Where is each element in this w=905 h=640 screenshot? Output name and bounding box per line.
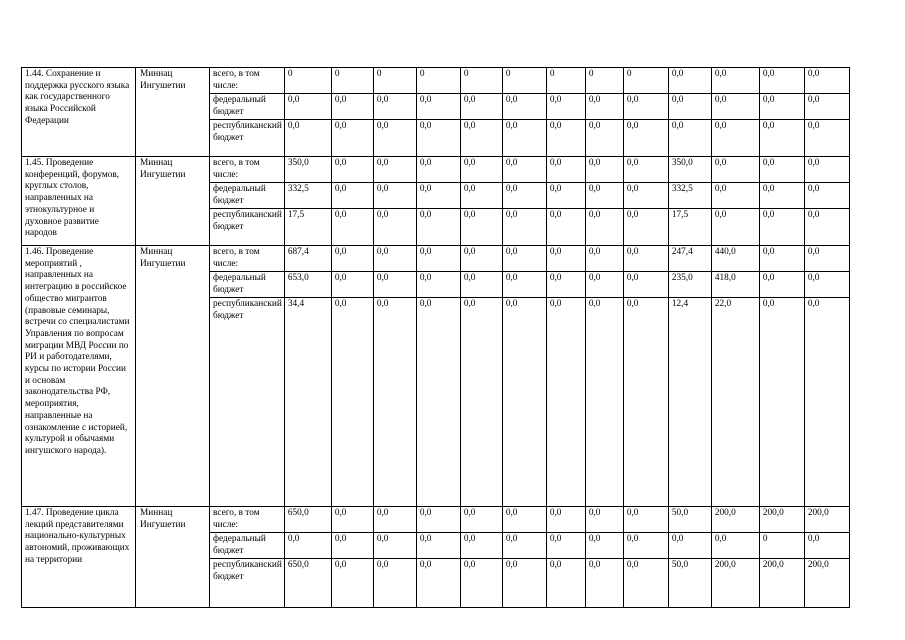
amount-cell: 0,0	[804, 183, 849, 209]
amount-cell: 0,0	[460, 533, 502, 559]
amount-cell: 0,0	[416, 507, 460, 533]
funding-source-label: республиканский бюджет	[210, 298, 285, 507]
amount-cell: 0,0	[623, 209, 668, 246]
amount-cell: 0,0	[502, 209, 546, 246]
amount-cell: 332,5	[668, 183, 711, 209]
amount-cell: 0,0	[759, 272, 804, 298]
amount-cell: 0,0	[546, 209, 585, 246]
amount-cell: 0,0	[460, 157, 502, 183]
amount-cell: 0	[373, 68, 416, 94]
amount-cell: 0,0	[416, 94, 460, 120]
amount-cell: 0,0	[623, 183, 668, 209]
amount-cell: 0,0	[623, 272, 668, 298]
amount-cell: 0,0	[502, 559, 546, 608]
amount-cell: 650,0	[284, 507, 331, 533]
measure-title: 1.45. Проведение конференций, форумов, круглых столов, направленных на этнокультурное и духовное развитие народов	[22, 157, 136, 246]
amount-cell: 0,0	[759, 157, 804, 183]
amount-cell: 0,0	[711, 183, 759, 209]
amount-cell: 0,0	[623, 559, 668, 608]
funding-source-label: всего, в том числе:	[210, 157, 285, 183]
amount-cell: 0,0	[460, 559, 502, 608]
amount-cell: 0,0	[668, 94, 711, 120]
responsible-agency: Миннац Ингушетии	[136, 157, 210, 246]
amount-cell: 0,0	[804, 533, 849, 559]
amount-cell: 0,0	[546, 298, 585, 507]
responsible-agency: Миннац Ингушетии	[136, 507, 210, 608]
funding-source-label: федеральный бюджет	[210, 94, 285, 120]
amount-cell: 0,0	[585, 298, 623, 507]
amount-cell: 0,0	[623, 533, 668, 559]
amount-cell: 200,0	[711, 507, 759, 533]
responsible-agency: Миннац Ингушетии	[136, 68, 210, 157]
amount-cell: 0,0	[546, 246, 585, 272]
amount-cell: 0,0	[804, 94, 849, 120]
funding-source-label: всего, в том числе:	[210, 246, 285, 272]
amount-cell: 50,0	[668, 507, 711, 533]
amount-cell: 0,0	[759, 120, 804, 157]
amount-cell: 0,0	[585, 157, 623, 183]
amount-cell: 0,0	[284, 94, 331, 120]
amount-cell: 0,0	[331, 298, 373, 507]
amount-cell: 0,0	[804, 120, 849, 157]
amount-cell: 0,0	[331, 272, 373, 298]
amount-cell: 0,0	[546, 533, 585, 559]
amount-cell: 0,0	[460, 298, 502, 507]
amount-cell: 200,0	[759, 507, 804, 533]
table-row	[22, 68, 850, 94]
amount-cell: 0,0	[331, 559, 373, 608]
amount-cell: 0,0	[373, 183, 416, 209]
funding-source-label: федеральный бюджет	[210, 533, 285, 559]
amount-cell: 0,0	[759, 209, 804, 246]
budget-table	[21, 67, 850, 608]
amount-cell: 17,5	[284, 209, 331, 246]
amount-cell: 650,0	[284, 559, 331, 608]
amount-cell: 0,0	[585, 94, 623, 120]
amount-cell: 0,0	[711, 157, 759, 183]
amount-cell: 0	[416, 68, 460, 94]
amount-cell: 0,0	[502, 298, 546, 507]
funding-source-label: республиканский бюджет	[210, 120, 285, 157]
responsible-agency: Миннац Ингушетии	[136, 246, 210, 507]
amount-cell: 0,0	[585, 533, 623, 559]
amount-cell: 0,0	[546, 157, 585, 183]
amount-cell: 0,0	[460, 507, 502, 533]
amount-cell: 0,0	[460, 94, 502, 120]
amount-cell: 0,0	[759, 183, 804, 209]
funding-source-label: федеральный бюджет	[210, 183, 285, 209]
amount-cell: 247,4	[668, 246, 711, 272]
amount-cell: 0,0	[331, 120, 373, 157]
amount-cell: 0,0	[711, 209, 759, 246]
amount-cell: 0,0	[585, 559, 623, 608]
amount-cell: 0,0	[546, 507, 585, 533]
amount-cell: 0,0	[331, 246, 373, 272]
amount-cell: 0,0	[623, 298, 668, 507]
amount-cell: 0,0	[373, 246, 416, 272]
amount-cell: 22,0	[711, 298, 759, 507]
amount-cell: 0,0	[804, 272, 849, 298]
amount-cell: 0,0	[546, 559, 585, 608]
measure-title: 1.47. Проведение цикла лекций представителями национально-культурных автономий, проживающих на территории	[22, 507, 136, 608]
amount-cell: 0,0	[759, 94, 804, 120]
amount-cell: 235,0	[668, 272, 711, 298]
amount-cell: 0,0	[373, 94, 416, 120]
amount-cell: 0,0	[416, 246, 460, 272]
amount-cell: 0,0	[416, 157, 460, 183]
amount-cell: 0,0	[668, 68, 711, 94]
amount-cell: 0,0	[804, 246, 849, 272]
amount-cell: 0	[623, 68, 668, 94]
funding-source-label: республиканский бюджет	[210, 559, 285, 608]
amount-cell: 0,0	[804, 68, 849, 94]
amount-cell: 653,0	[284, 272, 331, 298]
amount-cell: 0,0	[331, 183, 373, 209]
amount-cell: 0,0	[759, 68, 804, 94]
measure-title: 1.46. Проведение мероприятий , направленных на интеграцию в российское общество мигрантов (правовые семинары, встречи со специалистами Управления по вопросам миграции МВД России по РИ и работодателями, курсы по истории России и основам законодательства РФ, мероприятия, направленные на ознакомление с историей, культурой и обычаями ингушского народа).	[22, 246, 136, 507]
amount-cell: 0,0	[585, 120, 623, 157]
amount-cell: 0,0	[416, 120, 460, 157]
amount-cell: 0,0	[711, 120, 759, 157]
amount-cell: 17,5	[668, 209, 711, 246]
amount-cell: 0,0	[460, 272, 502, 298]
table-row	[22, 507, 850, 533]
amount-cell: 34,4	[284, 298, 331, 507]
amount-cell: 0,0	[585, 246, 623, 272]
amount-cell: 0	[502, 68, 546, 94]
amount-cell: 0	[284, 68, 331, 94]
amount-cell: 0,0	[331, 209, 373, 246]
amount-cell: 0,0	[668, 533, 711, 559]
measure-title: 1.44. Сохранение и поддержка русского языка как государственного языка Российской Федерации	[22, 68, 136, 157]
amount-cell: 0,0	[804, 157, 849, 183]
amount-cell: 0,0	[373, 209, 416, 246]
amount-cell: 0,0	[460, 120, 502, 157]
amount-cell: 50,0	[668, 559, 711, 608]
amount-cell: 12,4	[668, 298, 711, 507]
amount-cell: 0,0	[373, 120, 416, 157]
amount-cell: 0,0	[416, 272, 460, 298]
funding-source-label: всего, в том числе:	[210, 68, 285, 94]
amount-cell: 0,0	[331, 94, 373, 120]
amount-cell: 0,0	[502, 533, 546, 559]
amount-cell: 0,0	[331, 507, 373, 533]
amount-cell: 418,0	[711, 272, 759, 298]
amount-cell: 200,0	[759, 559, 804, 608]
amount-cell: 350,0	[284, 157, 331, 183]
amount-cell: 0,0	[546, 272, 585, 298]
amount-cell: 0,0	[460, 246, 502, 272]
amount-cell: 687,4	[284, 246, 331, 272]
amount-cell: 0,0	[668, 120, 711, 157]
funding-source-label: всего, в том числе:	[210, 507, 285, 533]
amount-cell: 440,0	[711, 246, 759, 272]
amount-cell: 0	[585, 68, 623, 94]
amount-cell: 350,0	[668, 157, 711, 183]
amount-cell: 0,0	[502, 94, 546, 120]
amount-cell: 0,0	[416, 533, 460, 559]
amount-cell: 0,0	[373, 298, 416, 507]
amount-cell: 200,0	[804, 559, 849, 608]
amount-cell: 0,0	[284, 533, 331, 559]
amount-cell: 0,0	[623, 94, 668, 120]
amount-cell: 0,0	[711, 533, 759, 559]
amount-cell: 0,0	[502, 157, 546, 183]
amount-cell: 0,0	[804, 209, 849, 246]
amount-cell: 0	[546, 68, 585, 94]
amount-cell: 0,0	[416, 559, 460, 608]
amount-cell: 0,0	[546, 94, 585, 120]
amount-cell: 0,0	[373, 533, 416, 559]
funding-source-label: республиканский бюджет	[210, 209, 285, 246]
amount-cell: 0,0	[331, 533, 373, 559]
amount-cell: 0	[460, 68, 502, 94]
amount-cell: 0,0	[585, 209, 623, 246]
amount-cell: 0,0	[331, 157, 373, 183]
amount-cell: 0,0	[502, 507, 546, 533]
amount-cell: 0,0	[546, 120, 585, 157]
amount-cell: 0,0	[585, 183, 623, 209]
table-row	[22, 246, 850, 272]
amount-cell: 0,0	[623, 157, 668, 183]
table-row	[22, 157, 850, 183]
amount-cell: 0,0	[502, 120, 546, 157]
amount-cell: 0,0	[623, 507, 668, 533]
amount-cell: 0,0	[373, 507, 416, 533]
amount-cell: 0,0	[623, 246, 668, 272]
amount-cell: 0,0	[804, 298, 849, 507]
amount-cell: 200,0	[711, 559, 759, 608]
amount-cell: 0	[759, 533, 804, 559]
amount-cell: 0,0	[373, 272, 416, 298]
amount-cell: 0,0	[502, 183, 546, 209]
amount-cell: 0,0	[585, 507, 623, 533]
amount-cell: 0,0	[711, 94, 759, 120]
funding-source-label: федеральный бюджет	[210, 272, 285, 298]
amount-cell: 0,0	[759, 298, 804, 507]
amount-cell: 0,0	[373, 559, 416, 608]
amount-cell: 200,0	[804, 507, 849, 533]
amount-cell: 0,0	[585, 272, 623, 298]
amount-cell: 0,0	[546, 183, 585, 209]
amount-cell: 0,0	[759, 246, 804, 272]
amount-cell: 0,0	[373, 157, 416, 183]
amount-cell: 0	[331, 68, 373, 94]
amount-cell: 332,5	[284, 183, 331, 209]
amount-cell: 0,0	[416, 209, 460, 246]
amount-cell: 0,0	[502, 246, 546, 272]
amount-cell: 0,0	[460, 183, 502, 209]
amount-cell: 0,0	[502, 272, 546, 298]
amount-cell: 0,0	[460, 209, 502, 246]
amount-cell: 0,0	[416, 183, 460, 209]
amount-cell: 0,0	[284, 120, 331, 157]
amount-cell: 0,0	[711, 68, 759, 94]
amount-cell: 0,0	[416, 298, 460, 507]
amount-cell: 0,0	[623, 120, 668, 157]
